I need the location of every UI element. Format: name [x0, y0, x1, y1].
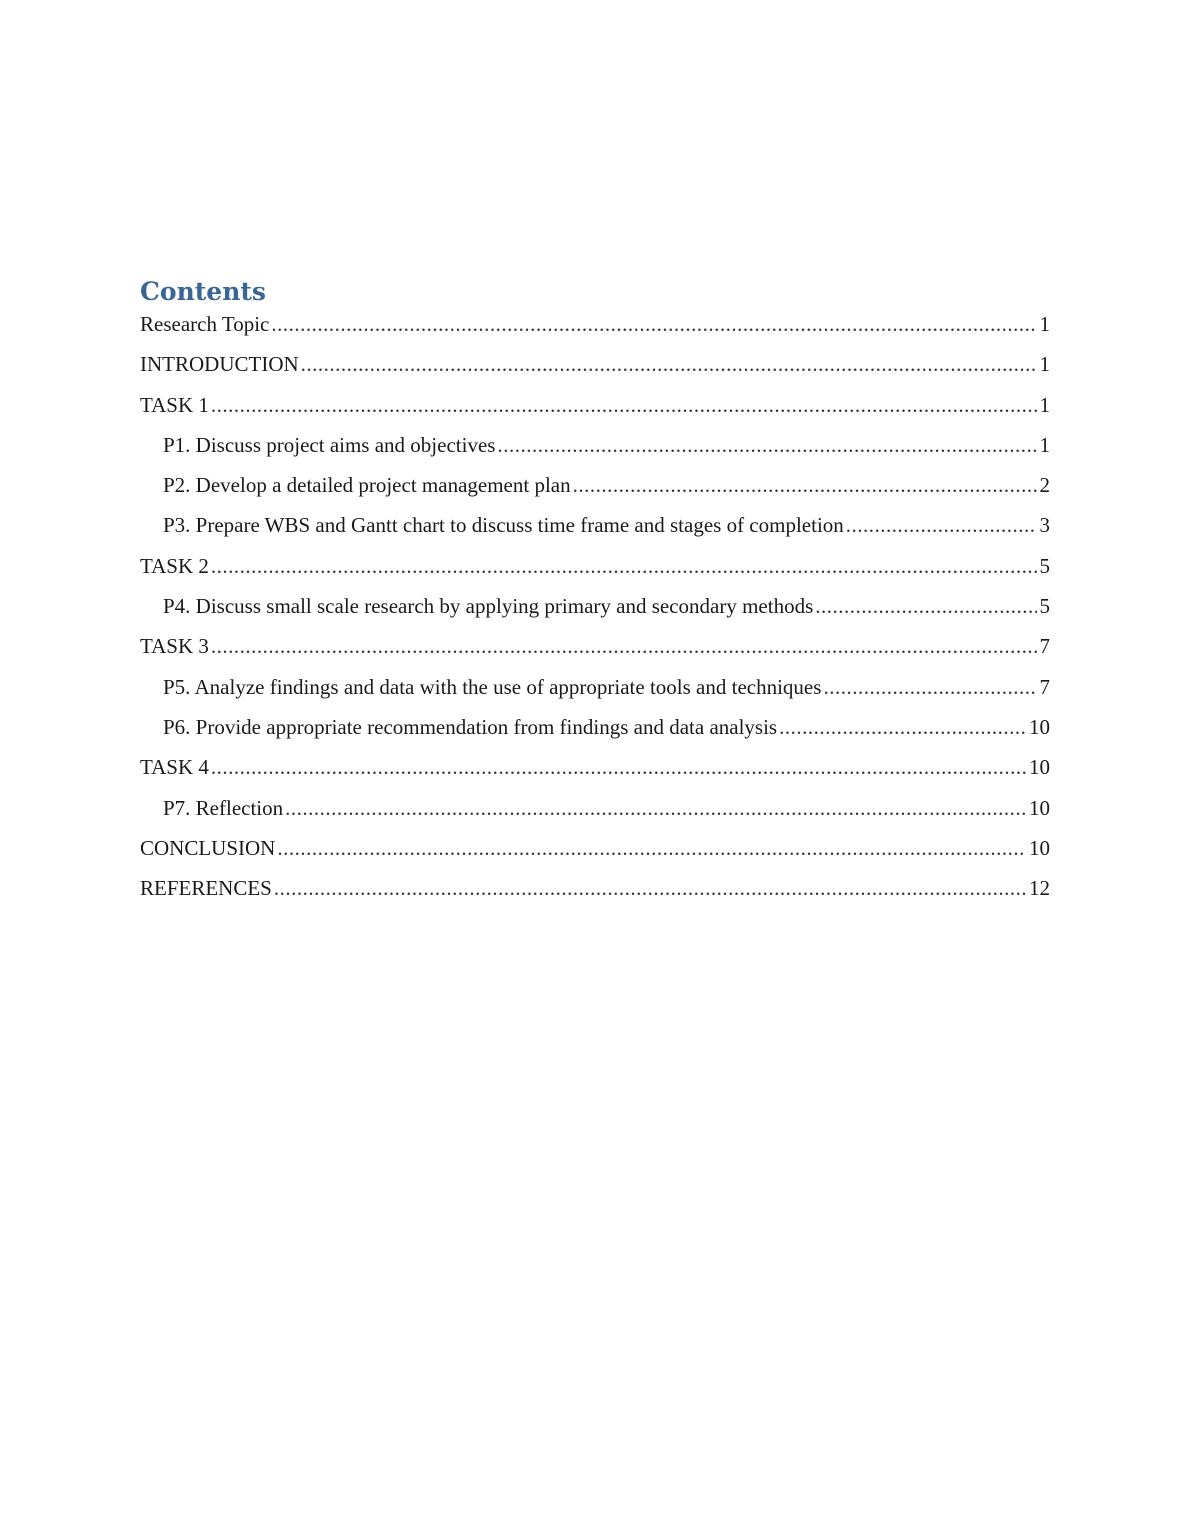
toc-entry[interactable] [140, 513, 1050, 553]
toc-list [140, 312, 1050, 916]
toc-page-number[interactable]: 2 [1039, 473, 1050, 498]
toc-entry-label[interactable]: CONCLUSION [140, 835, 276, 860]
toc-page-number[interactable]: 1 [1039, 432, 1050, 457]
toc-dot-leader [274, 876, 1026, 901]
toc-entry[interactable] [140, 634, 1050, 674]
toc-dot-leader [846, 513, 1037, 538]
toc-page-number[interactable]: 5 [1039, 553, 1050, 578]
toc-entry-label[interactable]: P7. Reflection [163, 795, 284, 820]
toc-page-number[interactable]: 10 [1029, 755, 1050, 780]
toc-dot-leader [285, 796, 1026, 821]
toc-entry-label[interactable]: P6. Provide appropriate recommendation from findings and data analysis [163, 714, 778, 739]
toc-page-number[interactable]: 10 [1029, 795, 1050, 820]
toc-entry-label[interactable]: P1. Discuss project aims and objectives [163, 432, 496, 457]
toc-dot-leader [823, 675, 1036, 700]
toc-dot-leader [211, 755, 1026, 780]
toc-entry[interactable] [140, 312, 1050, 352]
toc-page-number[interactable]: 12 [1029, 876, 1050, 901]
toc-entry-label[interactable]: P4. Discuss small scale research by applying primary and secondary methods [163, 594, 814, 619]
toc-entry[interactable] [140, 594, 1050, 634]
toc-page-number[interactable]: 1 [1039, 392, 1050, 417]
toc-entry-label[interactable]: P5. Analyze findings and data with the use of appropriate tools and techniques [163, 674, 822, 699]
toc-entry[interactable] [140, 554, 1050, 594]
toc-entry[interactable] [140, 473, 1050, 513]
toc-dot-leader [277, 836, 1026, 861]
toc-entry-label[interactable]: TASK 1 [140, 392, 209, 417]
toc-dot-leader [271, 312, 1036, 337]
table-of-contents [140, 274, 1050, 916]
toc-dot-leader [211, 554, 1037, 579]
toc-title: Contents [140, 277, 267, 306]
toc-entry[interactable] [140, 836, 1050, 876]
toc-entry[interactable] [140, 433, 1050, 473]
toc-dot-leader [211, 634, 1037, 659]
toc-entry-label[interactable]: REFERENCES [140, 876, 272, 901]
toc-dot-leader [815, 594, 1036, 619]
toc-page-number[interactable]: 5 [1039, 594, 1050, 619]
toc-entry-label[interactable]: P3. Prepare WBS and Gantt chart to discuss time frame and stages of completion [163, 513, 844, 538]
toc-page-number[interactable]: 3 [1039, 513, 1050, 538]
toc-page-number[interactable]: 7 [1039, 634, 1050, 659]
toc-entry[interactable] [140, 352, 1050, 392]
toc-entry[interactable] [140, 796, 1050, 836]
toc-dot-leader [573, 473, 1037, 498]
toc-page-number[interactable]: 1 [1039, 352, 1050, 377]
toc-entry[interactable] [140, 876, 1050, 916]
toc-entry[interactable] [140, 715, 1050, 755]
toc-entry-label[interactable]: TASK 4 [140, 755, 209, 780]
toc-dot-leader [779, 715, 1026, 740]
toc-entry-label[interactable]: Research Topic [140, 312, 270, 336]
toc-entry[interactable] [140, 755, 1050, 795]
toc-entry[interactable] [140, 675, 1050, 715]
toc-entry[interactable] [140, 393, 1050, 433]
toc-entry-label[interactable]: TASK 2 [140, 553, 209, 578]
toc-page-number[interactable]: 1 [1039, 312, 1050, 336]
toc-page-number[interactable]: 10 [1029, 835, 1050, 860]
toc-page-number[interactable]: 10 [1029, 714, 1050, 739]
toc-dot-leader [497, 433, 1036, 458]
toc-entry-label[interactable]: P2. Develop a detailed project management plan [163, 473, 571, 498]
toc-dot-leader [301, 352, 1037, 377]
toc-dot-leader [211, 393, 1037, 418]
toc-entry-label[interactable]: TASK 3 [140, 634, 209, 659]
toc-entry-label[interactable]: INTRODUCTION [140, 352, 299, 377]
toc-page-number[interactable]: 7 [1039, 674, 1050, 699]
